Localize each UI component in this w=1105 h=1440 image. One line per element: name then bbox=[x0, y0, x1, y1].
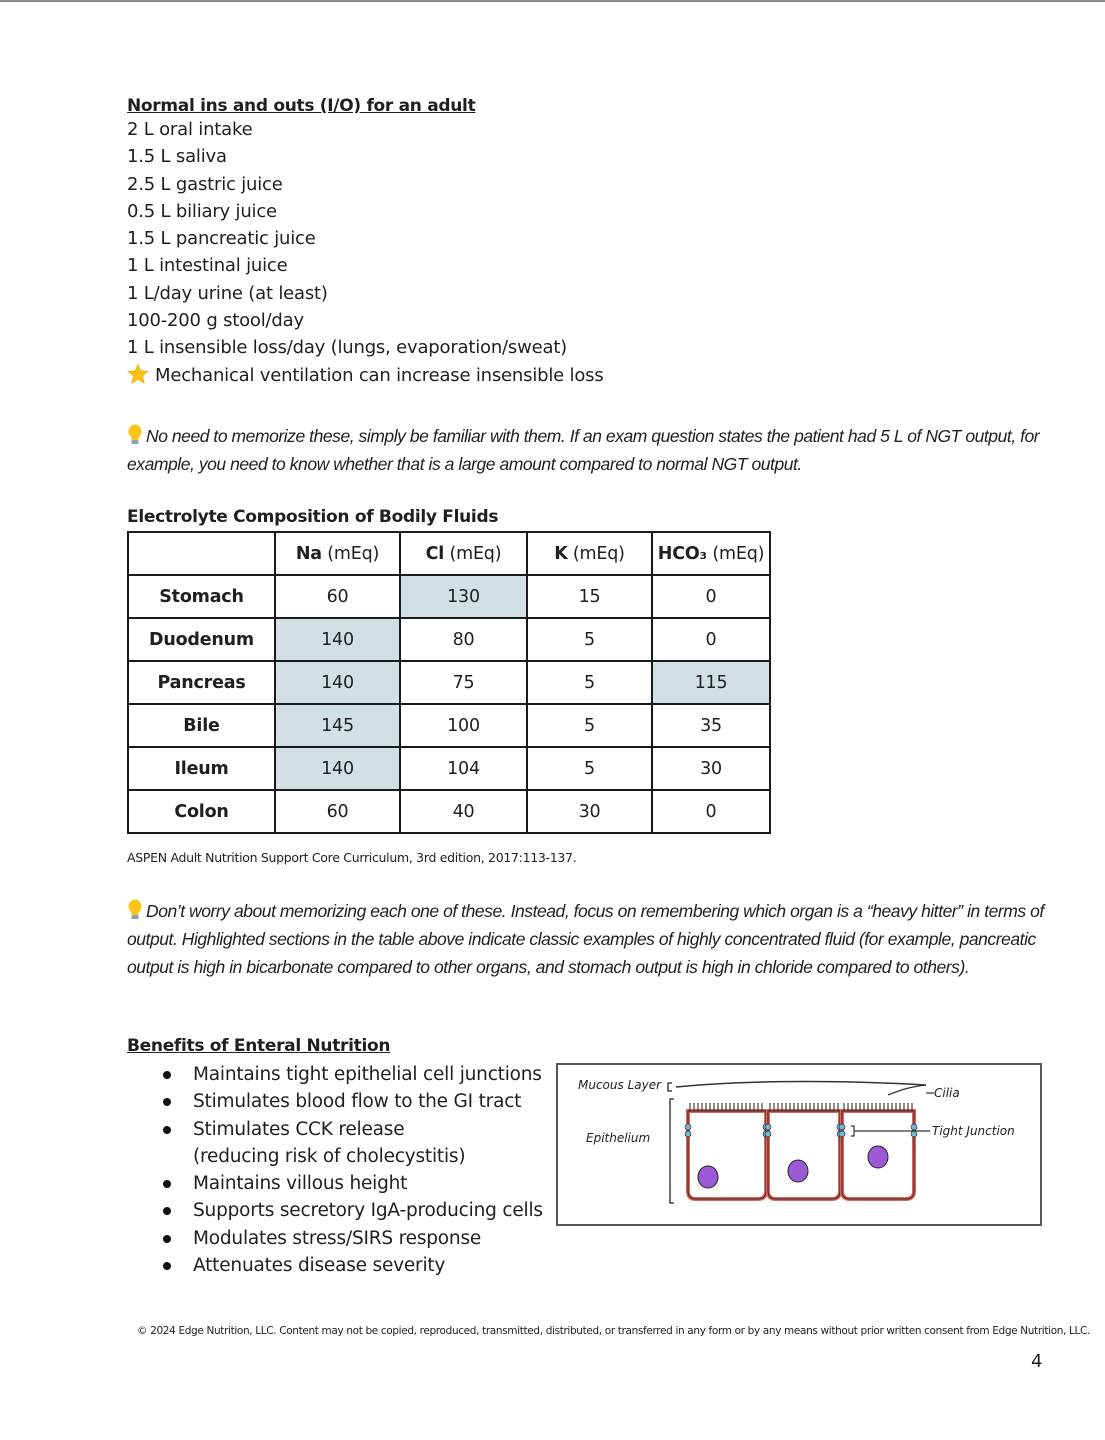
benefits-list bbox=[160, 1061, 543, 1279]
io-list-item: 0.5 L biliary juice bbox=[127, 200, 277, 222]
io-section bbox=[127, 96, 604, 389]
benefits-heading: Benefits of Enteral Nutrition bbox=[127, 1036, 391, 1056]
table-cell-highlighted: 130 bbox=[400, 575, 527, 618]
column-header: Na (mEq) bbox=[275, 532, 400, 575]
table-cell-highlighted: 140 bbox=[275, 747, 400, 790]
io-list bbox=[127, 116, 604, 362]
row-header-bile: Bile bbox=[128, 704, 275, 747]
bullet-icon bbox=[163, 1262, 171, 1270]
table-cell: 60 bbox=[275, 790, 400, 833]
epithelium-illustration bbox=[558, 1065, 1040, 1224]
column-header: K (mEq) bbox=[527, 532, 652, 575]
io-list-item: 100-200 g stool/day bbox=[127, 310, 304, 332]
mucous-bracket bbox=[668, 1083, 672, 1091]
tight-junction bbox=[765, 1124, 771, 1130]
table-cell: 5 bbox=[527, 704, 652, 747]
cells-group bbox=[685, 1103, 917, 1199]
electrolyte-table bbox=[127, 531, 771, 834]
table-row bbox=[128, 790, 770, 833]
benefit-text: Attenuates disease severity bbox=[193, 1255, 446, 1277]
benefit-text: (reducing risk of cholecystitis) bbox=[193, 1145, 466, 1167]
row-header-pancreas: Pancreas bbox=[128, 661, 275, 704]
tight-junction bbox=[685, 1131, 691, 1137]
table-cell-highlighted: 115 bbox=[652, 661, 770, 704]
io-list-item: 1.5 L pancreatic juice bbox=[127, 228, 316, 250]
bullet-icon bbox=[163, 1207, 171, 1215]
table-cell: 75 bbox=[400, 661, 527, 704]
table-cell: 0 bbox=[652, 790, 770, 833]
table-row bbox=[128, 618, 770, 661]
row-header-ileum: Ileum bbox=[128, 747, 275, 790]
io-heading: Normal ins and outs (I/O) for an adult bbox=[127, 96, 476, 116]
benefit-item bbox=[160, 1088, 543, 1115]
lightbulb-icon bbox=[127, 424, 143, 446]
table-cell: 5 bbox=[527, 618, 652, 661]
io-list-item: 2.5 L gastric juice bbox=[127, 173, 283, 195]
table-cell: 100 bbox=[400, 704, 527, 747]
page-number: 4 bbox=[1031, 1351, 1043, 1372]
tight-junction bbox=[911, 1124, 917, 1130]
tip-2-text: Don’t worry about memorizing each one of these. Instead, focus on remembering which organ is a “heavy hitter” in terms of output. Highlighted sections in the table above indicate classic examples of highly concentrated fluid (for example, pancreatic output is high in bicarbonate compared to other organs, and stomach output is high in chloride compared to others). bbox=[127, 901, 1044, 977]
row-header-colon: Colon bbox=[128, 790, 275, 833]
nucleus bbox=[788, 1160, 808, 1182]
nucleus bbox=[868, 1146, 888, 1168]
epithelial-cell bbox=[839, 1103, 917, 1199]
table-cell: 60 bbox=[275, 575, 400, 618]
tip-note-1 bbox=[127, 422, 1047, 478]
bullet-icon bbox=[163, 1071, 171, 1079]
benefit-text: Stimulates blood flow to the GI tract bbox=[193, 1091, 522, 1113]
row-header-duodenum: Duodenum bbox=[128, 618, 275, 661]
benefit-text: Stimulates CCK release bbox=[193, 1118, 405, 1140]
nucleus bbox=[698, 1166, 718, 1188]
star-icon bbox=[127, 363, 149, 385]
table-row bbox=[128, 575, 770, 618]
tip-1-text: No need to memorize these, simply be familiar with them. If an exam question states the patient had 5 L of NGT output, for example, you need to know whether that is a large amount compared to normal NGT output. bbox=[127, 426, 1040, 474]
footer-copyright: © 2024 Edge Nutrition, LLC. Content may not be copied, reproduced, transmitted, distributed, or transferred in any form or by any means without prior written consent from Edge Nutrition, LLC. bbox=[137, 1325, 1091, 1337]
table-cell: 35 bbox=[652, 704, 770, 747]
benefit-text: Maintains tight epithelial cell junctions bbox=[193, 1064, 542, 1085]
epithelium-label: Epithelium bbox=[586, 1131, 651, 1145]
table-title: Electrolyte Composition of Bodily Fluids bbox=[127, 507, 499, 527]
table-cell: 0 bbox=[652, 575, 770, 618]
lightbulb-icon bbox=[127, 899, 143, 921]
benefit-text: Maintains villous height bbox=[193, 1173, 408, 1195]
benefit-item bbox=[160, 1252, 543, 1279]
io-list-item: 1 L/day urine (at least) bbox=[127, 282, 328, 304]
tip-note-2 bbox=[127, 897, 1057, 981]
table-row bbox=[128, 661, 770, 704]
table-cell: 30 bbox=[652, 747, 770, 790]
table-cell-highlighted: 145 bbox=[275, 704, 400, 747]
tight-junction bbox=[765, 1131, 771, 1137]
benefit-item bbox=[160, 1061, 543, 1088]
table-cell: 5 bbox=[527, 661, 652, 704]
tight-junction bbox=[685, 1124, 691, 1130]
table-cell: 40 bbox=[400, 790, 527, 833]
tight-junction-label: Tight Junction bbox=[932, 1124, 1015, 1138]
epithelium-bracket bbox=[670, 1099, 674, 1203]
table-cell-highlighted: 140 bbox=[275, 661, 400, 704]
benefit-item bbox=[160, 1197, 543, 1224]
bullet-icon bbox=[163, 1126, 171, 1134]
table-cell: 0 bbox=[652, 618, 770, 661]
io-list-item: 1 L intestinal juice bbox=[127, 255, 288, 277]
epithelium-diagram bbox=[556, 1063, 1042, 1226]
table-header-row bbox=[128, 532, 770, 575]
benefit-text: Modulates stress/SIRS response bbox=[193, 1227, 482, 1249]
mucous-layer-label: Mucous Layer bbox=[578, 1078, 662, 1092]
benefit-item bbox=[160, 1225, 543, 1252]
io-list-item: 2 L oral intake bbox=[127, 119, 253, 140]
tight-junction bbox=[911, 1131, 917, 1137]
benefit-item bbox=[160, 1170, 543, 1197]
table-source-citation: ASPEN Adult Nutrition Support Core Curriculum, 3rd edition, 2017:113-137. bbox=[127, 850, 577, 865]
tight-junction bbox=[839, 1131, 845, 1137]
epithelial-cell bbox=[685, 1103, 769, 1199]
bullet-icon bbox=[163, 1098, 171, 1106]
table-cell-highlighted: 140 bbox=[275, 618, 400, 661]
table-cell: 5 bbox=[527, 747, 652, 790]
table-corner-cell bbox=[128, 532, 275, 575]
cilia-label: Cilia bbox=[934, 1086, 960, 1100]
epithelial-cell bbox=[765, 1103, 843, 1199]
benefit-text: Supports secretory IgA-producing cells bbox=[193, 1200, 543, 1222]
starred-note-text: Mechanical ventilation can increase insensible loss bbox=[155, 364, 604, 386]
table-cell: 104 bbox=[400, 747, 527, 790]
table-cell: 15 bbox=[527, 575, 652, 618]
mucous-line bbox=[676, 1082, 926, 1088]
benefit-item bbox=[160, 1116, 543, 1171]
table-row bbox=[128, 704, 770, 747]
io-list-item: 1.5 L saliva bbox=[127, 146, 227, 168]
row-header-stomach: Stomach bbox=[128, 575, 275, 618]
starred-note bbox=[127, 362, 604, 389]
table-cell: 80 bbox=[400, 618, 527, 661]
bullet-icon bbox=[163, 1180, 171, 1188]
column-header: Cl (mEq) bbox=[400, 532, 527, 575]
bullet-icon bbox=[163, 1235, 171, 1243]
table-cell: 30 bbox=[527, 790, 652, 833]
io-list-item: 1 L insensible loss/day (lungs, evaporation/sweat) bbox=[127, 337, 568, 359]
tight-junction bbox=[839, 1124, 845, 1130]
column-header: HCO₃ (mEq) bbox=[652, 532, 770, 575]
table-row bbox=[128, 747, 770, 790]
